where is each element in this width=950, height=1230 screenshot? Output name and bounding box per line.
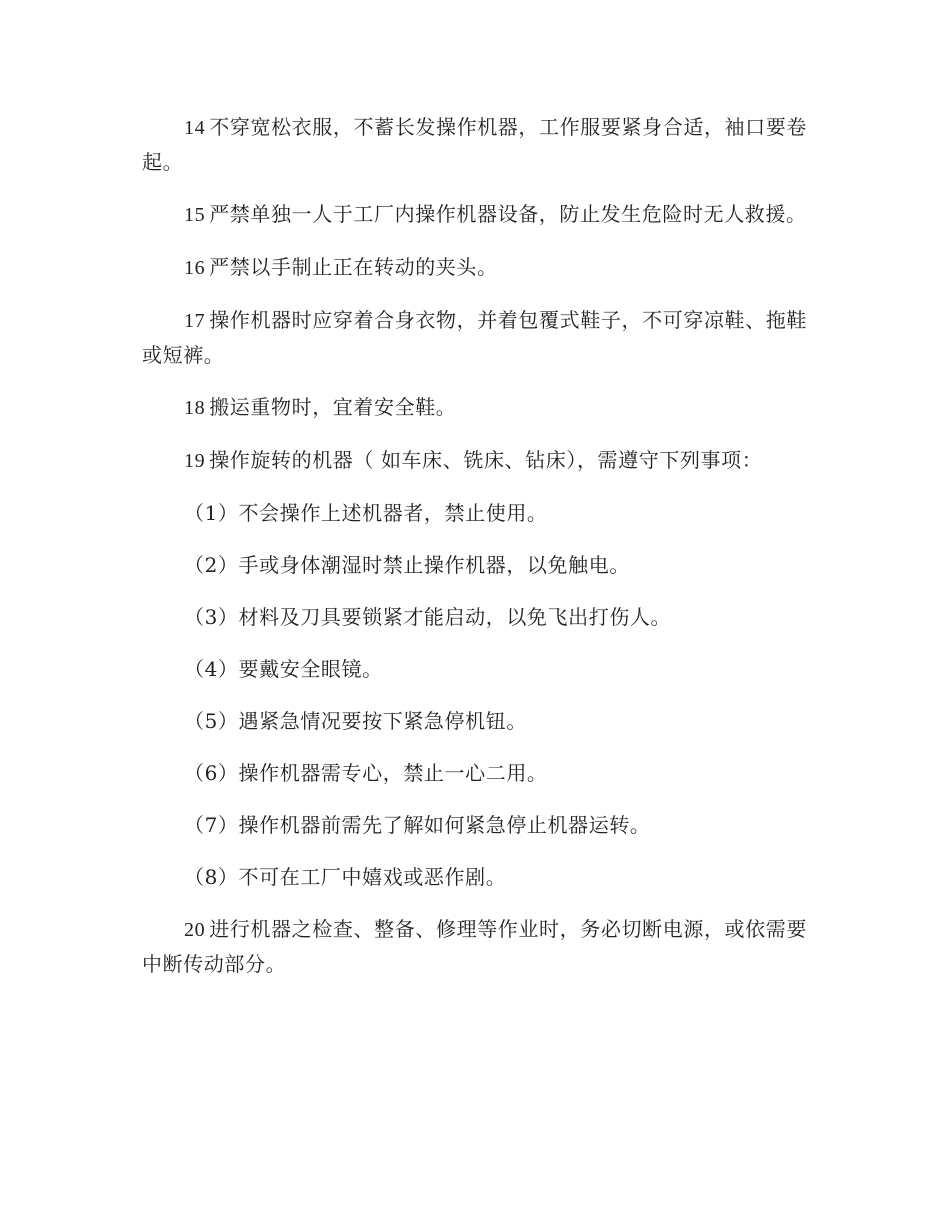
rule-number: 20 <box>184 919 206 941</box>
rule-14 <box>142 110 807 179</box>
rule-text: 严禁以手制止正在转动的夹头。 <box>209 255 498 279</box>
rule-number: 14 <box>184 117 206 139</box>
sub-item-7: （7）操作机器前需先了解如何紧急停止机器运转。 <box>184 813 651 837</box>
rule-20 <box>142 912 807 981</box>
sub-item-1: （1）不会操作上述机器者，禁止使用。 <box>184 501 548 525</box>
rule-text: 搬运重物时，宜着安全鞋。 <box>209 395 457 419</box>
rule-16 <box>142 250 807 285</box>
rule-number: 16 <box>184 257 206 279</box>
rule-number: 19 <box>184 450 206 472</box>
document-body <box>142 110 807 999</box>
rule-15 <box>142 197 807 232</box>
rule-18 <box>142 390 807 425</box>
rule-19 <box>142 443 807 478</box>
sub-item-8: （8）不可在工厂中嬉戏或恶作剧。 <box>184 865 507 889</box>
rule-text: 操作旋转的机器（ 如车床、铣床、钻床），需遵守下列事项： <box>209 448 763 472</box>
sub-item-6: （6）操作机器需专心，禁止一心二用。 <box>184 761 548 785</box>
sub-item-2: （2）手或身体潮湿时禁止操作机器，以免触电。 <box>184 553 630 577</box>
rule-number: 17 <box>184 310 206 332</box>
rule-text: 进行机器之检查、整备、修理等作业时，务必切断电源，或依需要中断传动部分。 <box>142 917 807 976</box>
rule-number: 18 <box>184 397 206 419</box>
sub-item-3: （3）材料及刀具要锁紧才能启动，以免飞出打伤人。 <box>184 605 672 629</box>
sub-item-4: （4）要戴安全眼镜。 <box>184 657 383 681</box>
rule-number: 15 <box>184 204 206 226</box>
rule-text: 严禁单独一人于工厂内操作机器设备，防止发生危险时无人救援。 <box>209 202 807 226</box>
sub-item-5: （5）遇紧急情况要按下紧急停机钮。 <box>184 709 527 733</box>
rule-text: 操作机器时应穿着合身衣物，并着包覆式鞋子，不可穿凉鞋、拖鞋或短裤。 <box>142 308 807 367</box>
rule-17 <box>142 303 807 372</box>
rule-text: 不穿宽松衣服，不蓄长发操作机器，工作服要紧身合适，袖口要卷起。 <box>142 115 807 174</box>
